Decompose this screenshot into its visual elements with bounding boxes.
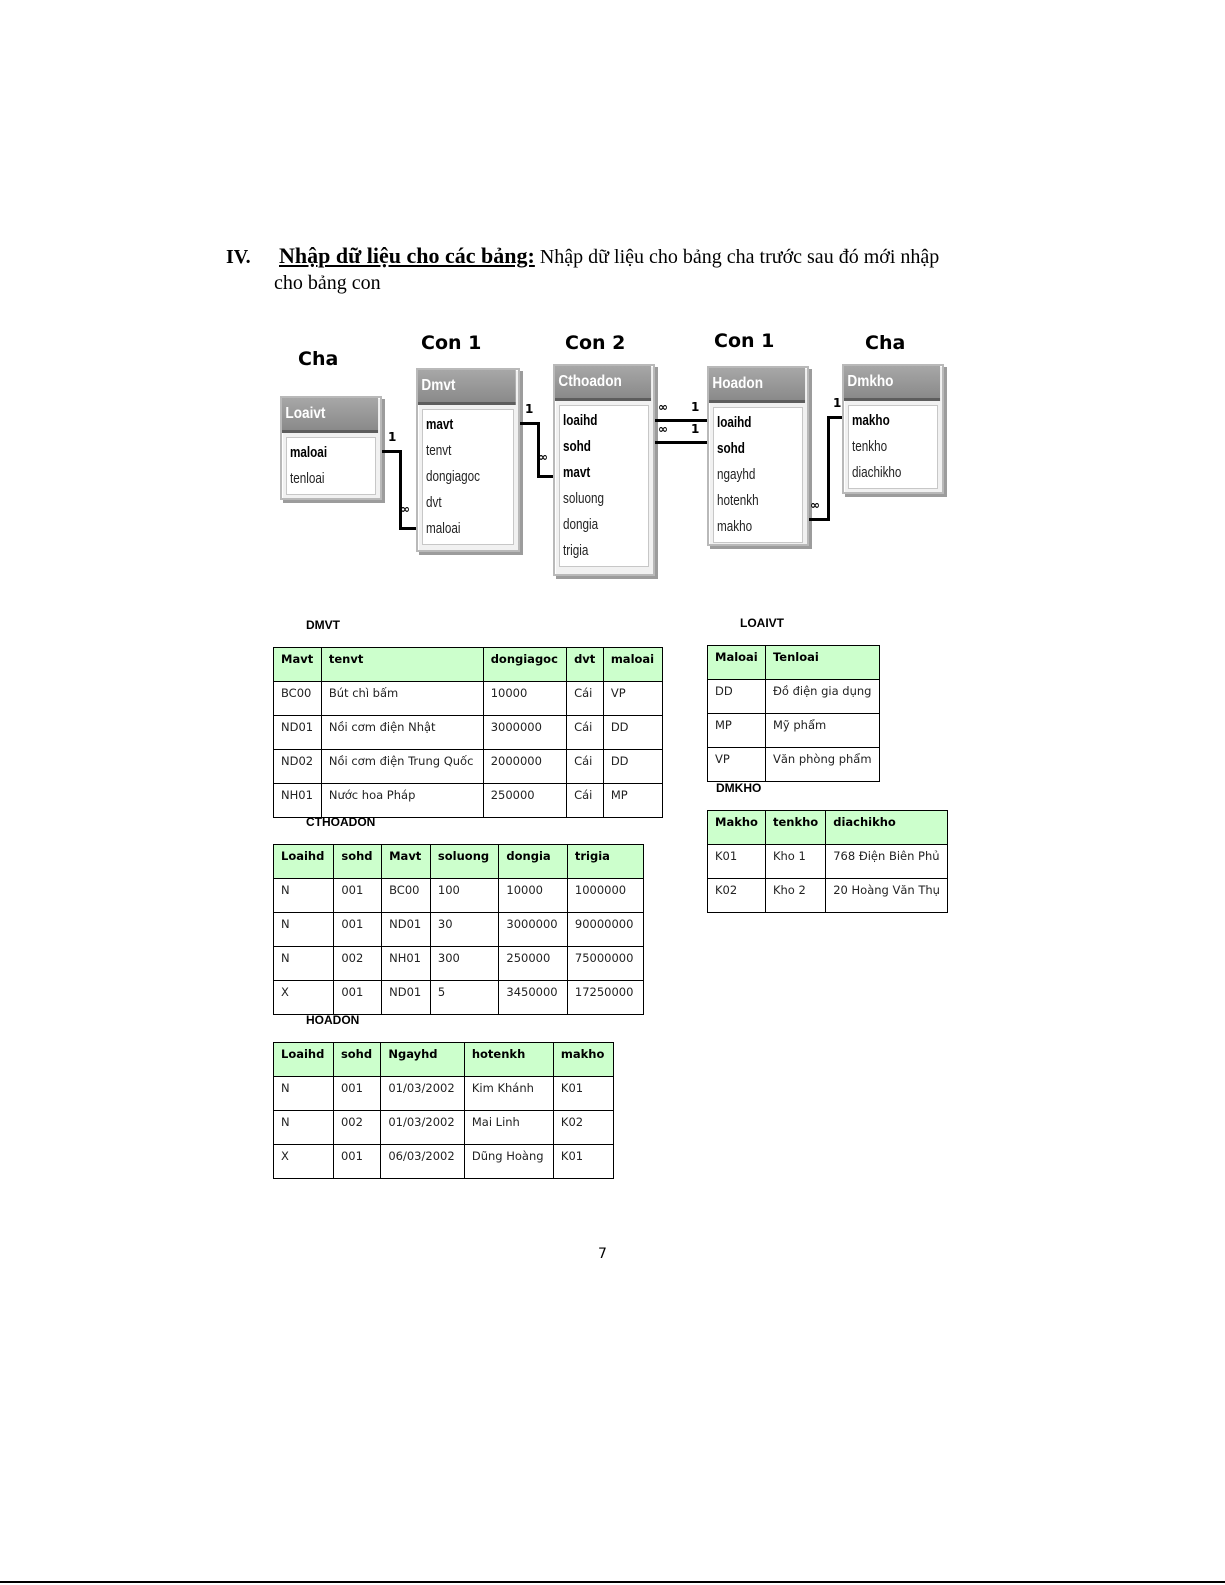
table-loaivt bbox=[707, 645, 880, 782]
table-cell: N bbox=[274, 947, 334, 981]
table-dmkho bbox=[707, 810, 948, 913]
table-cell: 001 bbox=[334, 879, 382, 913]
table-cell: 10000 bbox=[483, 682, 566, 716]
table-header-row bbox=[274, 1043, 614, 1077]
column-header: Mavt bbox=[274, 648, 322, 682]
table-label-loaivt: LOAIVT bbox=[740, 616, 784, 630]
table-row bbox=[274, 913, 644, 947]
entity-field: loaihd bbox=[717, 414, 752, 431]
entity-hoadon bbox=[707, 366, 809, 546]
table-row bbox=[708, 748, 880, 782]
role-label-con2: Con 2 bbox=[565, 332, 626, 354]
table-cthoadon bbox=[273, 844, 644, 1015]
entity-field: dongiagoc bbox=[426, 468, 481, 485]
table-row bbox=[708, 680, 880, 714]
entity-hoadon-fields bbox=[713, 407, 803, 543]
page-bottom-border bbox=[0, 1581, 1225, 1583]
entity-field: loaihd bbox=[563, 412, 598, 429]
one-symbol: 1 bbox=[525, 402, 534, 416]
table-cell: Bút chì bấm bbox=[321, 682, 483, 716]
entity-dmkho bbox=[842, 364, 944, 494]
table-cell: 3450000 bbox=[499, 981, 567, 1015]
table-cell: 1000000 bbox=[567, 879, 643, 913]
section-description: Nhập dữ liệu cho bảng cha trước sau đó mới nhập bbox=[539, 246, 940, 268]
table-cell: VP bbox=[708, 748, 766, 782]
column-header: maloai bbox=[603, 648, 662, 682]
table-row bbox=[274, 1077, 614, 1111]
table-cell: Văn phòng phẩm bbox=[765, 748, 879, 782]
table-cell: K01 bbox=[553, 1077, 613, 1111]
table-header-row bbox=[274, 648, 663, 682]
table-cell: 3000000 bbox=[499, 913, 567, 947]
table-cell: 768 Điện Biên Phủ bbox=[826, 845, 948, 879]
many-symbol: ∞ bbox=[658, 400, 668, 414]
section-title: Nhập dữ liệu cho các bảng: bbox=[279, 243, 535, 268]
many-symbol: ∞ bbox=[538, 450, 548, 464]
entity-dmvt-fields bbox=[422, 409, 514, 545]
relation-line bbox=[399, 450, 402, 530]
section-description-continued: cho bảng con bbox=[274, 272, 381, 294]
entity-field: sohd bbox=[563, 438, 591, 455]
table-row bbox=[708, 845, 948, 879]
table-cell: 001 bbox=[334, 913, 382, 947]
section-heading bbox=[226, 240, 986, 273]
table-header-row bbox=[274, 845, 644, 879]
entity-field: dvt bbox=[426, 494, 442, 511]
entity-field: mavt bbox=[426, 416, 454, 433]
table-cell: 001 bbox=[333, 1145, 380, 1179]
table-cell: ND02 bbox=[274, 750, 322, 784]
page-number: 7 bbox=[598, 1246, 607, 1262]
relation-line bbox=[520, 422, 538, 425]
table-cell: Nước hoa Pháp bbox=[321, 784, 483, 818]
table-cell: 001 bbox=[334, 981, 382, 1015]
column-header: Loaihd bbox=[274, 1043, 334, 1077]
table-row bbox=[274, 1145, 614, 1179]
table-cell: K01 bbox=[708, 845, 766, 879]
column-header: sohd bbox=[333, 1043, 380, 1077]
table-cell: X bbox=[274, 1145, 334, 1179]
table-row bbox=[274, 784, 663, 818]
entity-loaivt-title: Loaivt bbox=[282, 398, 378, 433]
section-number: IV. bbox=[226, 246, 251, 268]
table-cell: Mai Linh bbox=[464, 1111, 553, 1145]
table-row bbox=[708, 879, 948, 913]
table-cell: 2000000 bbox=[483, 750, 566, 784]
table-cell: Cái bbox=[567, 750, 604, 784]
table-cell: VP bbox=[603, 682, 662, 716]
table-cell: 100 bbox=[430, 879, 498, 913]
table-cell: Kho 2 bbox=[765, 879, 825, 913]
table-cell: Đồ điện gia dụng bbox=[765, 680, 879, 714]
table-label-dmvt: DMVT bbox=[306, 618, 340, 632]
column-header: Maloai bbox=[708, 646, 766, 680]
column-header: sohd bbox=[334, 845, 382, 879]
table-cell: 30 bbox=[430, 913, 498, 947]
column-header: dvt bbox=[567, 648, 604, 682]
table-cell: 002 bbox=[333, 1111, 380, 1145]
entity-cthoadon bbox=[553, 364, 655, 576]
table-cell: Cái bbox=[567, 784, 604, 818]
table-cell: Kho 1 bbox=[765, 845, 825, 879]
role-label-con1-2: Con 1 bbox=[714, 330, 775, 352]
relation-line bbox=[655, 441, 707, 444]
table-cell: 06/03/2002 bbox=[381, 1145, 464, 1179]
table-cell: 001 bbox=[333, 1077, 380, 1111]
table-row bbox=[274, 879, 644, 913]
table-cell: 75000000 bbox=[567, 947, 643, 981]
table-cell: BC00 bbox=[382, 879, 431, 913]
entity-dmvt-title: Dmvt bbox=[418, 370, 516, 405]
entity-field: trigia bbox=[563, 542, 589, 559]
entity-loaivt bbox=[280, 396, 382, 500]
table-cell: 01/03/2002 bbox=[381, 1077, 464, 1111]
entity-dmkho-fields bbox=[848, 405, 938, 489]
column-header: dongia bbox=[499, 845, 567, 879]
table-cell: Nồi cơm điện Nhật bbox=[321, 716, 483, 750]
table-cell: 20 Hoàng Văn Thụ bbox=[826, 879, 948, 913]
column-header: Makho bbox=[708, 811, 766, 845]
table-cell: 250000 bbox=[499, 947, 567, 981]
relation-line bbox=[809, 518, 830, 521]
table-header-row bbox=[708, 811, 948, 845]
column-header: Mavt bbox=[382, 845, 431, 879]
table-cell: 002 bbox=[334, 947, 382, 981]
role-label-con1-1: Con 1 bbox=[421, 332, 482, 354]
table-cell: N bbox=[274, 1111, 334, 1145]
column-header: hotenkh bbox=[464, 1043, 553, 1077]
column-header: Ngayhd bbox=[381, 1043, 464, 1077]
table-cell: X bbox=[274, 981, 334, 1015]
entity-field: makho bbox=[852, 412, 890, 429]
table-cell: N bbox=[274, 913, 334, 947]
table-cell: 5 bbox=[430, 981, 498, 1015]
table-cell: N bbox=[274, 879, 334, 913]
table-cell: 3000000 bbox=[483, 716, 566, 750]
table-label-hoadon: HOADON bbox=[306, 1013, 360, 1027]
table-cell: 17250000 bbox=[567, 981, 643, 1015]
entity-field: tenkho bbox=[852, 438, 888, 455]
table-cell: Kim Khánh bbox=[464, 1077, 553, 1111]
table-cell: ND01 bbox=[382, 981, 431, 1015]
table-cell: DD bbox=[603, 750, 662, 784]
entity-cthoadon-fields bbox=[559, 405, 649, 567]
table-cell: NH01 bbox=[274, 784, 322, 818]
relation-line bbox=[382, 450, 400, 453]
column-header: soluong bbox=[430, 845, 498, 879]
table-cell: Dũng Hoàng bbox=[464, 1145, 553, 1179]
table-cell: BC00 bbox=[274, 682, 322, 716]
column-header: Loaihd bbox=[274, 845, 334, 879]
table-cell: K01 bbox=[553, 1145, 613, 1179]
many-symbol: ∞ bbox=[658, 422, 668, 436]
entity-field: makho bbox=[717, 518, 753, 535]
entity-field: ngayhd bbox=[717, 466, 756, 483]
column-header: makho bbox=[553, 1043, 613, 1077]
table-cell: 01/03/2002 bbox=[381, 1111, 464, 1145]
table-cell: NH01 bbox=[382, 947, 431, 981]
entity-field: tenvt bbox=[426, 442, 452, 459]
table-cell: MP bbox=[603, 784, 662, 818]
entity-field: diachikho bbox=[852, 464, 902, 481]
table-cell: Cái bbox=[567, 716, 604, 750]
table-cell: 250000 bbox=[483, 784, 566, 818]
table-label-dmkho: DMKHO bbox=[716, 781, 762, 795]
table-row bbox=[708, 714, 880, 748]
table-cell: K02 bbox=[708, 879, 766, 913]
one-symbol: 1 bbox=[388, 430, 397, 444]
one-symbol: 1 bbox=[691, 422, 700, 436]
table-cell: 300 bbox=[430, 947, 498, 981]
table-header-row bbox=[708, 646, 880, 680]
table-row bbox=[274, 947, 644, 981]
table-row bbox=[274, 750, 663, 784]
entity-field: maloai bbox=[290, 444, 328, 461]
column-header: trigia bbox=[567, 845, 643, 879]
column-header: tenvt bbox=[321, 648, 483, 682]
relation-line bbox=[827, 416, 830, 520]
role-label-cha-1: Cha bbox=[298, 348, 339, 370]
table-row bbox=[274, 682, 663, 716]
entity-field: tenloai bbox=[290, 470, 325, 487]
many-symbol: ∞ bbox=[400, 502, 410, 516]
table-cell: ND01 bbox=[274, 716, 322, 750]
entity-loaivt-fields bbox=[286, 437, 376, 495]
entity-field: mavt bbox=[563, 464, 591, 481]
entity-cthoadon-title: Cthoadon bbox=[555, 366, 651, 401]
table-row bbox=[274, 1111, 614, 1145]
table-cell: MP bbox=[708, 714, 766, 748]
many-symbol: ∞ bbox=[810, 498, 820, 512]
entity-field: hotenkh bbox=[717, 492, 759, 509]
relation-line bbox=[399, 527, 416, 530]
table-row bbox=[274, 981, 644, 1015]
entity-field: soluong bbox=[563, 490, 604, 507]
table-cell: Cái bbox=[567, 682, 604, 716]
table-cell: K02 bbox=[553, 1111, 613, 1145]
one-symbol: 1 bbox=[833, 396, 842, 410]
table-cell: ND01 bbox=[382, 913, 431, 947]
role-label-cha-2: Cha bbox=[865, 332, 906, 354]
entity-hoadon-title: Hoadon bbox=[709, 368, 805, 403]
entity-dmkho-title: Dmkho bbox=[844, 366, 940, 401]
table-dmvt bbox=[273, 647, 663, 818]
table-cell: Mỹ phẩm bbox=[765, 714, 879, 748]
column-header: diachikho bbox=[826, 811, 948, 845]
column-header: dongiagoc bbox=[483, 648, 566, 682]
column-header: tenkho bbox=[765, 811, 825, 845]
table-cell: DD bbox=[708, 680, 766, 714]
relation-line bbox=[537, 475, 553, 478]
entity-field: sohd bbox=[717, 440, 745, 457]
table-hoadon bbox=[273, 1042, 614, 1179]
table-cell: DD bbox=[603, 716, 662, 750]
table-label-cthoadon: CTHOADON bbox=[306, 815, 376, 829]
table-cell: 10000 bbox=[499, 879, 567, 913]
relationship-diagram bbox=[276, 322, 960, 588]
entity-dmvt bbox=[416, 368, 520, 552]
one-symbol: 1 bbox=[691, 400, 700, 414]
column-header: Tenloai bbox=[765, 646, 879, 680]
table-cell: 90000000 bbox=[567, 913, 643, 947]
entity-field: dongia bbox=[563, 516, 599, 533]
table-cell: Nồi cơm điện Trung Quốc bbox=[321, 750, 483, 784]
table-row bbox=[274, 716, 663, 750]
entity-field: maloai bbox=[426, 520, 461, 537]
table-cell: N bbox=[274, 1077, 334, 1111]
